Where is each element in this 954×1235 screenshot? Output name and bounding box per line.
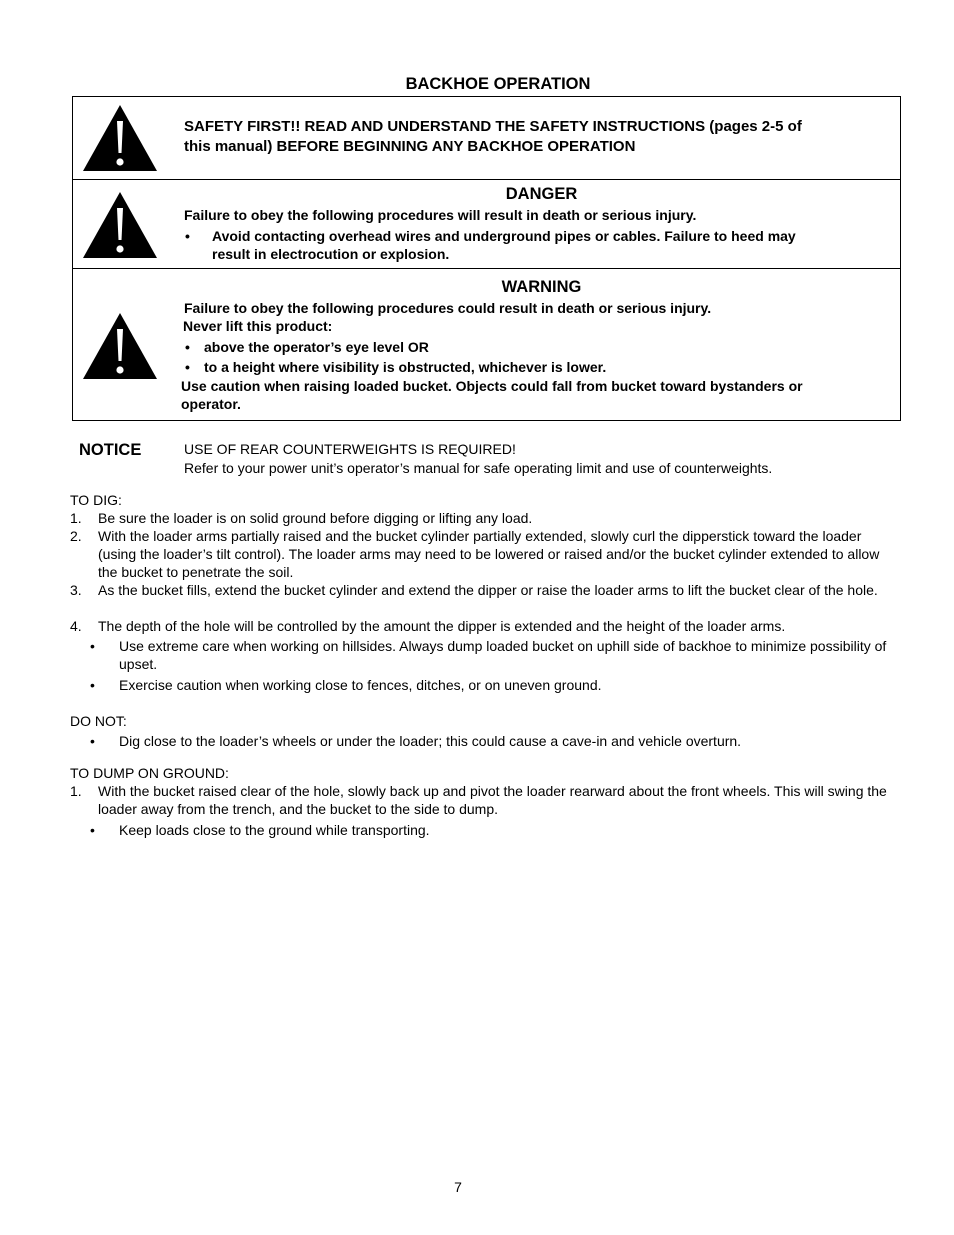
safety-first-line2: this manual) BEFORE BEGINNING ANY BACKHOE OPERATION: [184, 138, 636, 155]
divider: [73, 179, 900, 180]
list-item: [90, 821, 890, 839]
list-item: [70, 782, 890, 818]
danger-bullet-line1: Avoid contacting overhead wires and underground pipes or cables. Failure to heed may: [212, 228, 796, 244]
warning-heading: WARNING: [501, 278, 582, 296]
caution-line1: Use caution when raising loaded bucket. Objects could fall from bucket toward bystanders or: [181, 378, 803, 394]
caution-line2: operator.: [181, 396, 241, 412]
bullet-text: Dig close to the loader’s wheels or under the loader; this could cause a cave-in and vehicle overturn.: [119, 733, 742, 749]
bullet-glyph: •: [90, 733, 95, 749]
warning-triangle-icon: [81, 103, 159, 173]
bullet-glyph: •: [90, 638, 95, 654]
notice-text: [184, 440, 772, 478]
warning-bullet-1: above the operator’s eye level OR: [204, 339, 429, 355]
list-item: [90, 637, 890, 673]
list-item: [70, 617, 890, 635]
notice-line2: Refer to your power unit’s operator’s manual for safe operating limit and use of counterweights.: [184, 460, 773, 476]
bullet-glyph: •: [185, 228, 190, 244]
page-title: BACKHOE OPERATION: [405, 75, 591, 93]
bullet-glyph: •: [90, 822, 95, 838]
divider: [73, 268, 900, 269]
warning-intro: Failure to obey the following procedures could result in death or serious injury.: [184, 300, 712, 316]
bullet-glyph: •: [185, 359, 190, 375]
bullet-glyph: •: [90, 677, 95, 693]
page-number: 7: [454, 1179, 462, 1195]
notice-label: NOTICE: [79, 441, 142, 459]
list-item: [70, 581, 890, 599]
step-number: 1.: [70, 783, 82, 799]
step-number: 3.: [70, 582, 82, 598]
to-dig-heading: TO DIG:: [70, 492, 122, 508]
warning-triangle-icon: [81, 311, 159, 381]
step-number: 4.: [70, 618, 82, 634]
step-text: With the bucket raised clear of the hole, slowly back up and pivot the loader rearward about the front wheels. This will swing the loader away from the trench, and the bucket to the side to dump.: [98, 783, 887, 817]
danger-intro: Failure to obey the following procedures will result in death or serious injury.: [184, 207, 697, 223]
bullet-text: Exercise caution when working close to fences, ditches, or on uneven ground.: [119, 677, 602, 693]
to-dump-heading: TO DUMP ON GROUND:: [70, 765, 229, 781]
do-not-heading: DO NOT:: [70, 713, 127, 729]
never-lift-label: Never lift this product:: [183, 318, 333, 334]
list-item: [70, 509, 890, 527]
bullet-text: Use extreme care when working on hillsides. Always dump loaded bucket on uphill side of backhoe to minimize possibility of upset.: [119, 638, 887, 672]
list-item: [90, 676, 890, 694]
bullet-glyph: •: [185, 339, 190, 355]
step-number: 1.: [70, 510, 82, 526]
warning-bullet-2: to a height where visibility is obstructed, whichever is lower.: [204, 359, 607, 375]
step-text: The depth of the hole will be controlled by the amount the dipper is extended and the height of the loader arms.: [98, 618, 786, 634]
notice-line1: USE OF REAR COUNTERWEIGHTS IS REQUIRED!: [184, 441, 516, 457]
step-number: 2.: [70, 528, 82, 544]
safety-box: [72, 96, 901, 421]
step-text: Be sure the loader is on solid ground before digging or lifting any load.: [98, 510, 533, 526]
safety-first-line1: SAFETY FIRST!! READ AND UNDERSTAND THE SAFETY INSTRUCTIONS (pages 2-5 of: [184, 118, 802, 135]
danger-heading: DANGER: [505, 185, 578, 203]
step-text: As the bucket fills, extend the bucket cylinder and extend the dipper or raise the loader arms to lift the bucket clear of the hole.: [98, 582, 878, 598]
danger-bullet-line2: result in electrocution or explosion.: [212, 246, 450, 262]
list-item: [70, 527, 890, 581]
bullet-text: Keep loads close to the ground while transporting.: [119, 822, 430, 838]
danger-triangle-icon: [81, 190, 159, 260]
list-item: [90, 732, 890, 750]
step-text: With the loader arms partially raised and the bucket cylinder partially extended, slowly curl the dipperstick toward the loader (using the loader’s tilt control). The loader arms may need to be lowered or raised and/or the bucket cylinder extended to allow the bucket to penetrate the soil.: [98, 528, 880, 580]
